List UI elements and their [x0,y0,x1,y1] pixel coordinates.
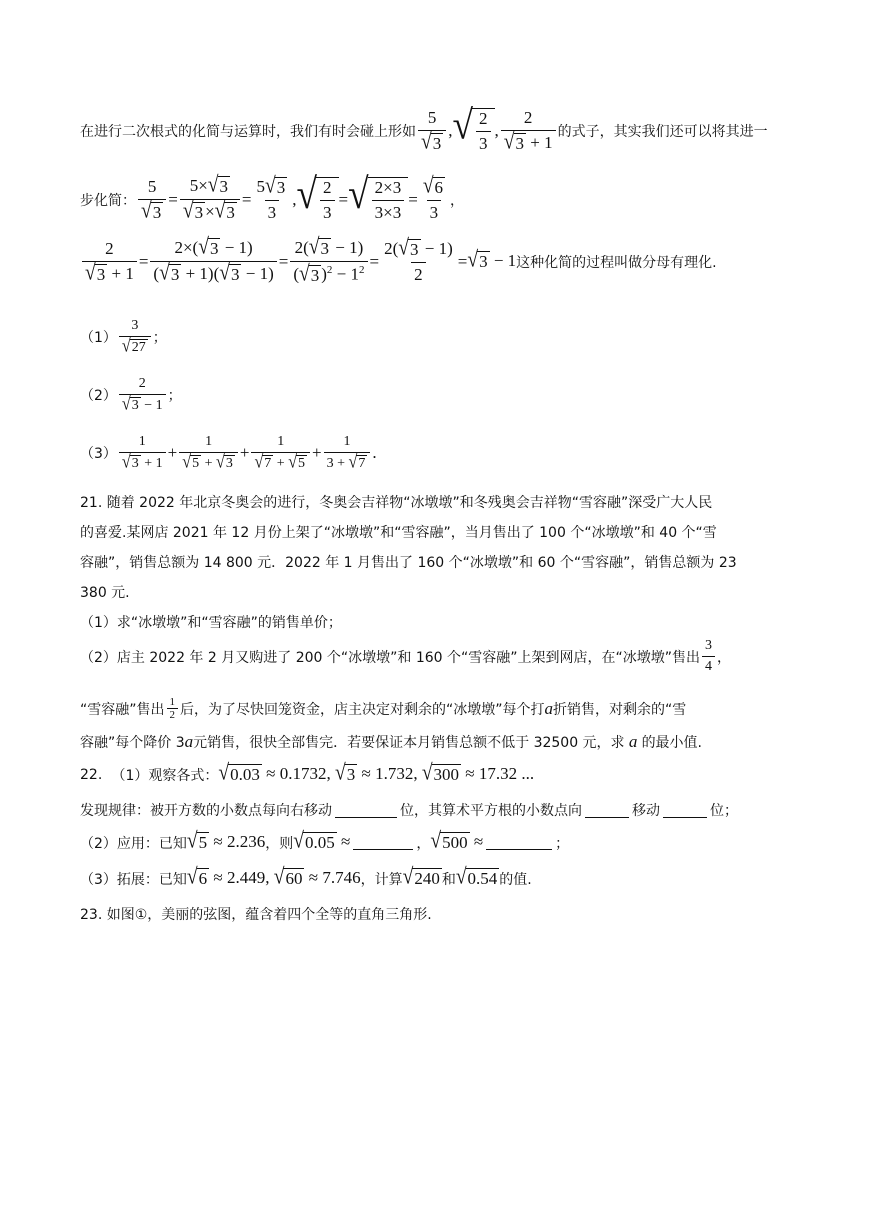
q22-sub-2: （2）应用：已知 √ 5 ≈ 2.236 ，则 √ 0.05 ≈ ， √ 500 ≈ ； [80,829,570,854]
q20-item-3: （3） 1 √ 3 + 1 + 1 √ 5 + √ 3 + 1 √ 7 + √ 5 + 1 3 + √ 7 . [80,434,377,473]
q21-sub-2-cont: “雪容融”售出 $\frac{1}{2}$ 后，为了尽快回笼资金，店主决定对剩余的“冰墩墩”每个打 a 折销售，对剩余的“雪 [80,696,687,721]
q21-line-2: 的喜爱.某网店 2021 年 12 月份上架了“冰墩墩”和“雪容融”，当月售出了 100 个“冰墩墩”和 40 个“雪 [80,525,717,541]
sqrt-2-over-3: √ $\frac{2}{3}$ [452,108,494,154]
q20-item-1: （1） 3 √ 27 ； [80,318,167,357]
intro-text-4: 这种化简的过程叫做分母有理化. [516,254,717,271]
q22-rule: 发现规律：被开方数的小数点每向右移动 位，其算术平方根的小数点向 移动 位； [80,803,738,819]
intro-text-3: 步化简： [80,192,136,209]
blank-5[interactable] [486,835,552,850]
blank-4[interactable] [353,835,413,850]
intro-text-1: 在进行二次根式的化简与运算时，我们有时会碰上形如 [80,124,416,140]
intro-text-2: 的式子，其实我们还可以将其进一 [557,124,768,140]
blank-3[interactable] [663,803,707,818]
intro-line-3: 2 √ 3 + 1 = 2×( √ 3 − 1) ( √ 3 + 1)( √ 3 − 1) = 2( √ 3 − 1) ( √ 3 )$^2 - 1^2$ = 2( √ 3 − 1) 2 = √ 3 − 1 这种化简的过程叫做分母有理化. [80,238,717,286]
fraction-5-over-sqrt3: 5 √ 3 [418,108,446,154]
q21-line-1: 21. 随着 2022 年北京冬奥会的进行，冬奥会吉祥物“冰墩墩”和冬残奥会吉祥物“雪容融”深受广大人民 [80,495,713,511]
intro-line-2: 步化简： 5 √ 3 = 5× √ 3 √ 3 × √ 3 = 5 √ 3 3 , √ $\frac{2}{3}$ = √ $\frac{2\times 3}{3\times 3}$ = √ 6 3 ， [80,170,465,224]
blank-1[interactable] [335,803,397,818]
q20-item-2: （2） 2 √ 3 − 1 ； [80,376,182,415]
q21-sub-2-end: 容融”每个降价 3 a 元销售，很快全部售完．若要保证本月销售总额不低于 32500 元，求 a 的最小值. [80,732,703,751]
q23-text: 23. 如图①，美丽的弦图，蕴含着四个全等的直角三角形. [80,907,432,923]
blank-2[interactable] [585,803,629,818]
q22-sub-3: （3）拓展：已知 √ 6 ≈ 2.449, √ 60 ≈ 7.746 ，计算 √ 240 和 √ 0.54 的值. [80,865,532,890]
fraction-2-over-sqrt3-plus-1: 2 √ 3 + 1 [501,108,556,154]
q22-sub-1: 22. （1）观察各式： √ 0.03 ≈ 0.1732, √ 3 ≈ 1.732, √ 300 ≈ 17.32 ... [80,761,535,786]
q21-line-4: 380 元. [80,585,130,601]
q21-sub-2: （2）店主 2022 年 2 月又购进了 200 个“冰墩墩”和 160 个“雪容融”上架到网店，在“冰墩墩”售出 $\frac{3}{4}$ ， [80,638,732,674]
q21-sub-1: （1）求“冰墩墩”和“雪容融”的销售单价； [80,615,342,631]
intro-line-1: 在进行二次根式的化简与运算时，我们有时会碰上形如 5 √ 3 , √ $\frac{2}{3}$ , 2 √ 3 + 1 的式子，其实我们还可以将其进一 [80,103,768,155]
q21-line-3: 容融”，销售总额为 14 800 元．2022 年 1 月售出了 160 个“冰墩墩”和 60 个“雪容融”，销售总额为 23 [80,555,737,571]
